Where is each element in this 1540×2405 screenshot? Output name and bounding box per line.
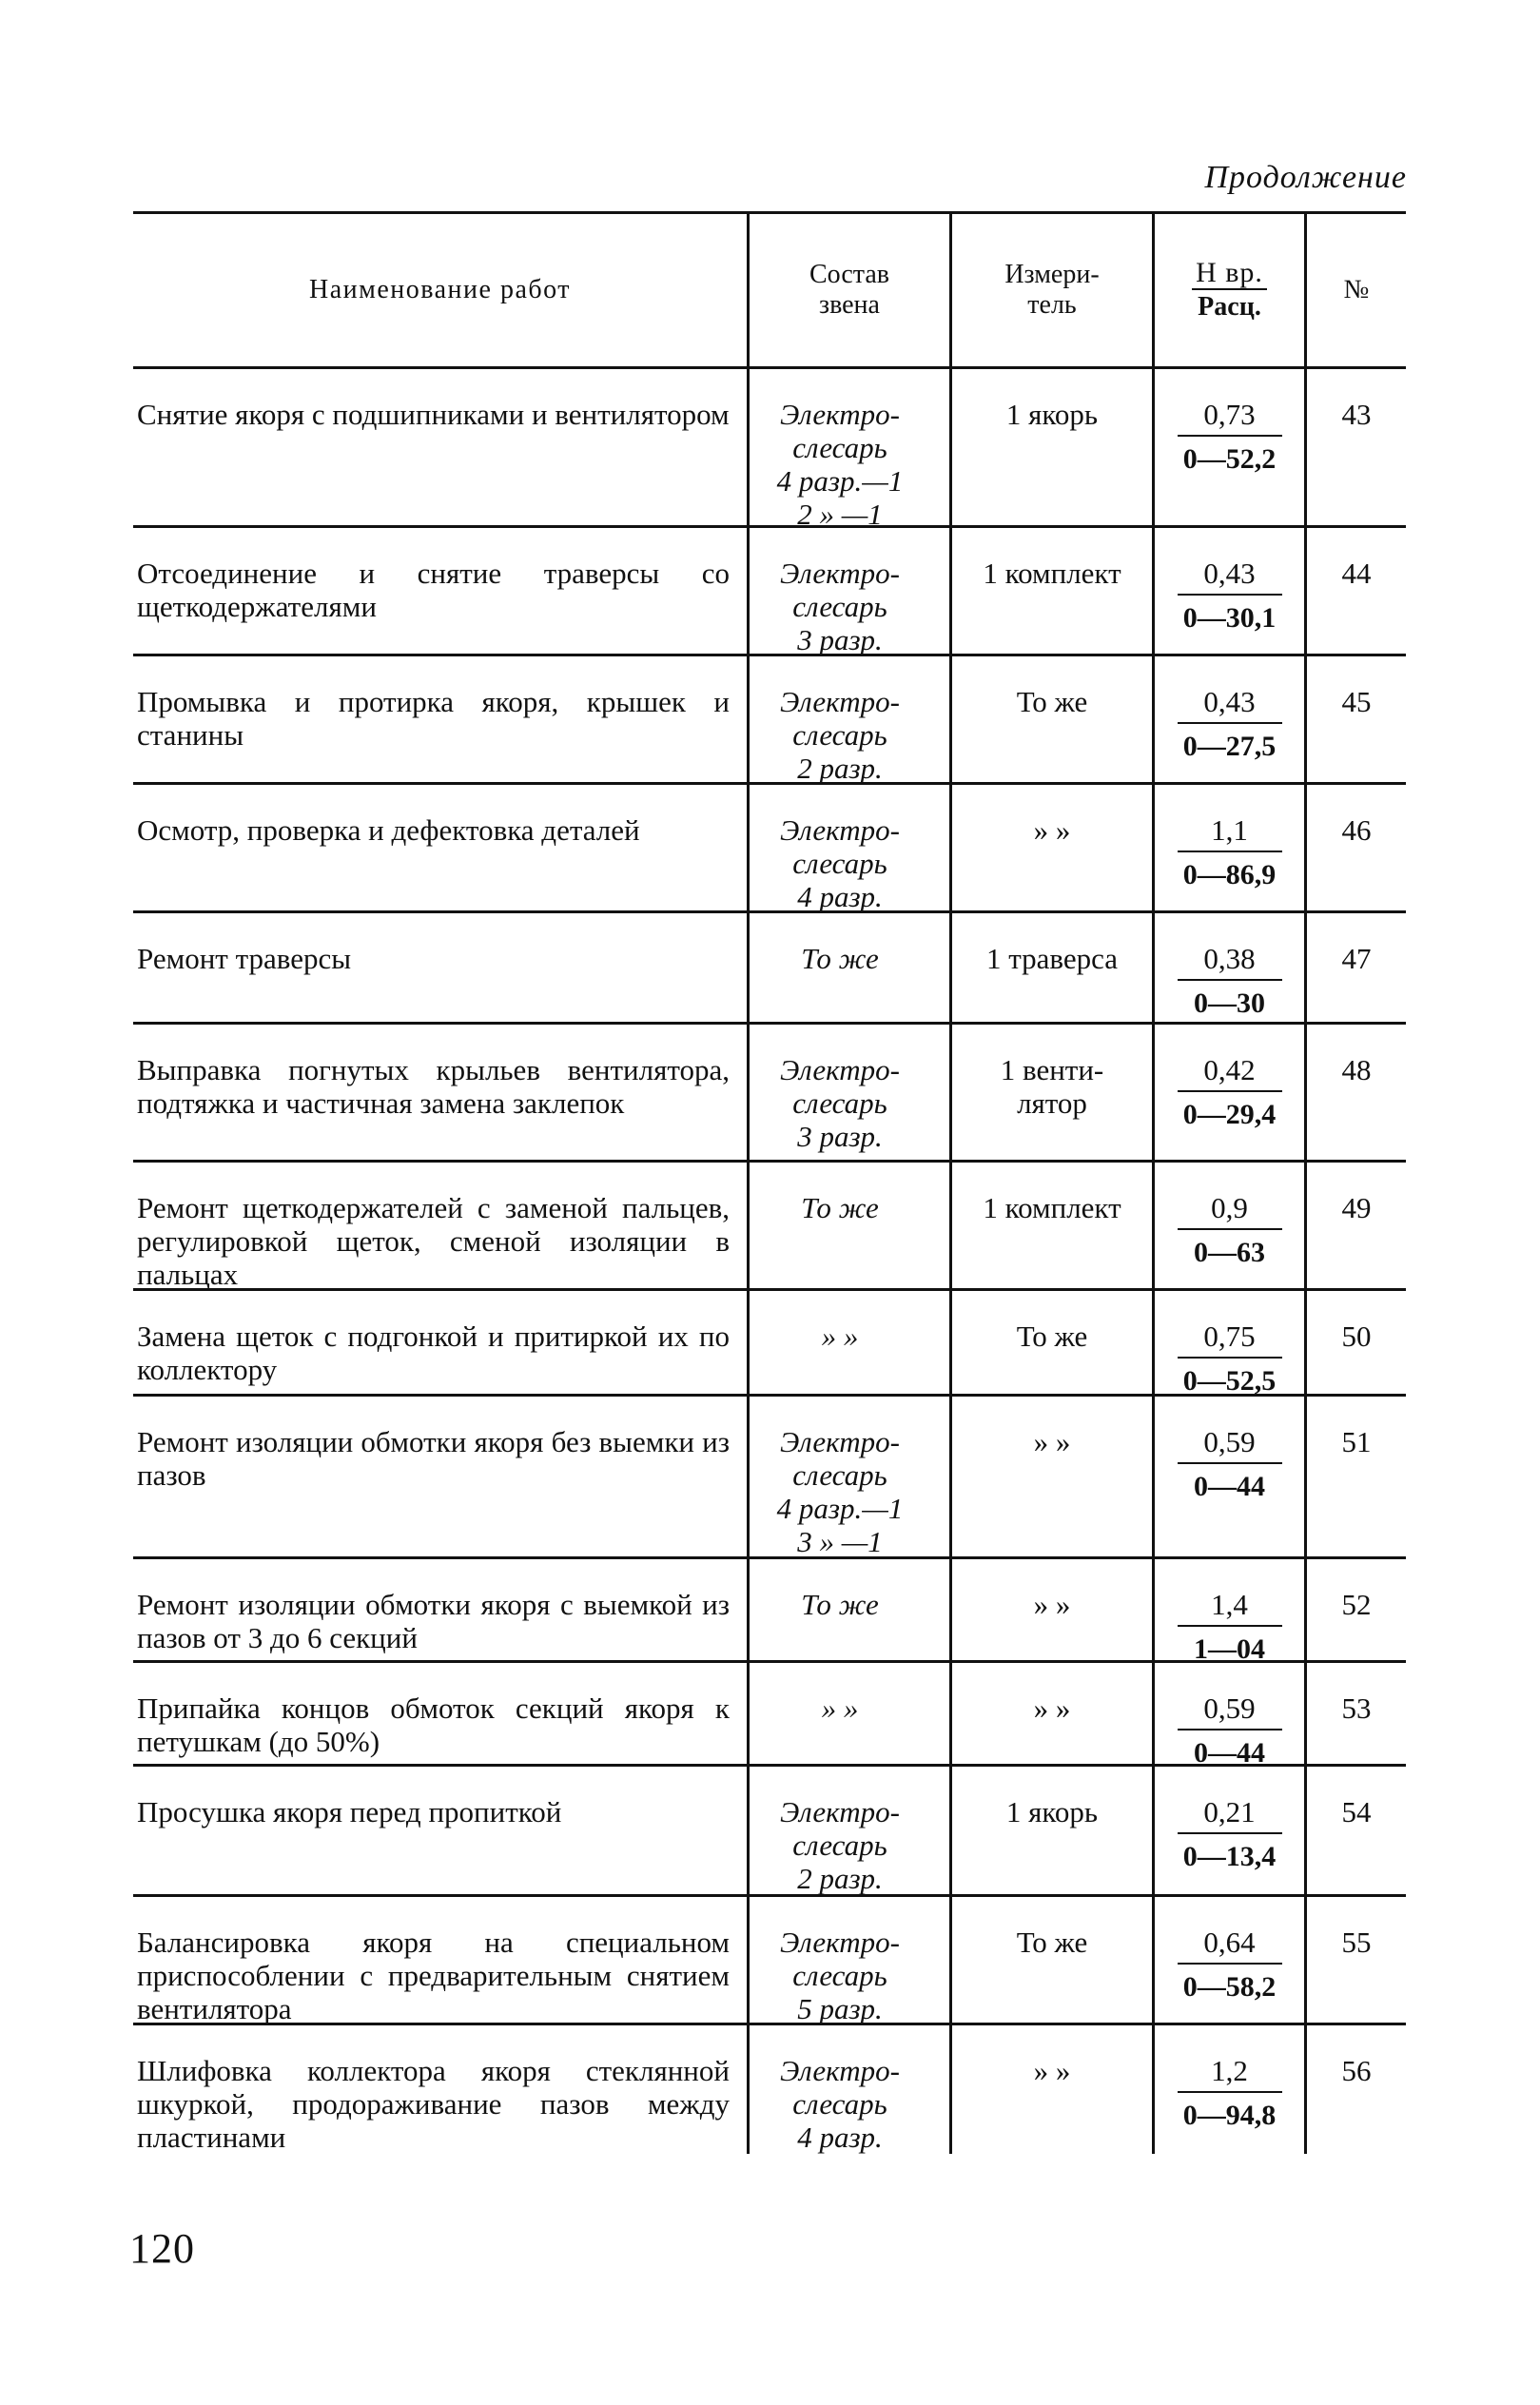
row-number: 45: [1304, 656, 1406, 785]
row-name: Ремонт щеткодержателей с заменой пальцев, регулировкой щеток, сменой изоляции в пальцах: [137, 1191, 730, 1291]
norms-table: [133, 211, 1406, 2154]
row-number: 52: [1304, 1559, 1406, 1666]
row-price: 0—30,1: [1182, 602, 1277, 634]
table-row: [133, 1663, 1406, 1767]
row-unit: 1 якорь: [949, 1767, 1152, 1895]
row-number: 51: [1304, 1397, 1406, 1558]
row-rate: [1152, 369, 1304, 531]
row-crew: Электро- слесарь 4 разр.: [747, 785, 949, 913]
row-rate: [1152, 913, 1304, 1022]
table-row: [133, 369, 1406, 531]
row-unit: 1 комплект: [949, 528, 1152, 656]
row-name: Отсоединение и снятие траверсы со щеткодержателями: [137, 557, 730, 623]
row-number: 47: [1304, 913, 1406, 1022]
row-unit: » »: [949, 1397, 1152, 1558]
row-unit: » »: [949, 1559, 1152, 1666]
row-number: 44: [1304, 528, 1406, 656]
row-crew: То же: [747, 1163, 949, 1291]
row-crew: » »: [747, 1291, 949, 1398]
row-crew: Электро- слесарь 4 разр.: [747, 2025, 949, 2154]
header-number: №: [1304, 214, 1406, 366]
table-body: [133, 369, 1406, 2154]
row-name: Осмотр, проверка и дефектовка деталей: [137, 813, 640, 847]
row-crew: Электро- слесарь 3 разр.: [747, 1025, 949, 1160]
row-price: 0—52,2: [1182, 443, 1277, 475]
row-number: 56: [1304, 2025, 1406, 2154]
row-crew: Электро- слесарь 4 разр.—1 2 » —1: [747, 369, 949, 531]
row-rate: [1152, 1767, 1304, 1895]
table-row: [133, 1163, 1406, 1291]
header-crew: [747, 214, 949, 366]
row-number: 43: [1304, 369, 1406, 531]
row-rate: [1152, 1397, 1304, 1558]
table-row: [133, 1291, 1406, 1397]
row-price: 0—44: [1194, 1471, 1265, 1502]
row-price: 0—30: [1194, 987, 1265, 1019]
row-unit: 1 траверса: [949, 913, 1152, 1022]
header-rate: [1152, 214, 1304, 366]
row-crew: » »: [747, 1663, 949, 1770]
row-price: 0—58,2: [1182, 1971, 1277, 2003]
row-price: 0—29,4: [1182, 1099, 1277, 1130]
row-time: 1,1: [1178, 813, 1282, 852]
row-price: 0—94,8: [1182, 2100, 1277, 2131]
row-rate: [1152, 1291, 1304, 1398]
row-crew: Электро- слесарь 5 разр.: [747, 1897, 949, 2025]
row-time: 0,59: [1178, 1425, 1282, 1464]
row-crew: То же: [747, 913, 949, 1022]
row-number: 53: [1304, 1663, 1406, 1770]
row-crew: Электро- слесарь 4 разр.—1 3 » —1: [747, 1397, 949, 1558]
row-price: 0—63: [1194, 1237, 1265, 1268]
row-number: 48: [1304, 1025, 1406, 1160]
row-crew: Электро- слесарь 2 разр.: [747, 656, 949, 785]
row-time: 0,43: [1178, 557, 1282, 596]
row-crew: Электро- слесарь 3 разр.: [747, 528, 949, 656]
table-row: [133, 785, 1406, 913]
header-rate-time: Н вр.: [1192, 258, 1267, 290]
header-unit: [949, 214, 1152, 366]
row-unit: » »: [949, 2025, 1152, 2154]
row-time: 0,75: [1178, 1320, 1282, 1359]
row-rate: [1152, 1025, 1304, 1160]
row-number: 50: [1304, 1291, 1406, 1398]
table-row: [133, 1559, 1406, 1663]
row-name: Балансировка якоря на специальном приспособлении с предварительным снятием вентилятора: [137, 1926, 730, 2025]
row-unit: » »: [949, 785, 1152, 913]
row-name: Ремонт траверсы: [137, 942, 352, 975]
row-time: 0,64: [1178, 1926, 1282, 1965]
row-number: 46: [1304, 785, 1406, 913]
continuation-label: Продолжение: [1204, 160, 1407, 195]
row-number: 49: [1304, 1163, 1406, 1291]
table-row: [133, 2025, 1406, 2154]
row-name: Снятие якоря с подшипниками и вентилятором: [137, 398, 730, 431]
row-number: 54: [1304, 1767, 1406, 1895]
row-unit: То же: [949, 1291, 1152, 1398]
table-row: [133, 528, 1406, 656]
row-number: 55: [1304, 1897, 1406, 2025]
row-unit: То же: [949, 1897, 1152, 2025]
row-price: 0—86,9: [1182, 859, 1277, 890]
row-name: Замена щеток с подгонкой и притиркой их по коллектору: [137, 1320, 730, 1386]
row-rate: [1152, 528, 1304, 656]
row-name: Припайка концов обмоток секций якоря к петушкам (до 50%): [137, 1691, 730, 1758]
table-row: [133, 1767, 1406, 1897]
row-unit: 1 комплект: [949, 1163, 1152, 1291]
header-rate-price: Расц.: [1198, 292, 1261, 322]
row-rate: [1152, 656, 1304, 785]
row-rate: [1152, 1163, 1304, 1291]
row-rate: [1152, 2025, 1304, 2154]
row-price: 1—04: [1194, 1633, 1265, 1665]
row-name: Выправка погнутых крыльев вентилятора, подтяжка и частичная замена заклепок: [137, 1053, 730, 1120]
table-row: [133, 1397, 1406, 1559]
row-time: 0,59: [1178, 1691, 1282, 1730]
row-name: Шлифовка коллектора якоря стеклянной шкуркой, продораживание пазов между пластинами: [137, 2054, 730, 2154]
header-name: Наименование работ: [309, 275, 571, 304]
row-rate: [1152, 1663, 1304, 1770]
row-price: 0—52,5: [1182, 1365, 1277, 1397]
page-number: 120: [129, 2225, 195, 2272]
table-row: [133, 913, 1406, 1025]
row-unit: То же: [949, 656, 1152, 785]
table-header: [133, 211, 1406, 369]
row-time: 1,2: [1178, 2054, 1282, 2093]
row-price: 0—44: [1194, 1737, 1265, 1769]
row-crew: То же: [747, 1559, 949, 1666]
row-price: 0—13,4: [1182, 1841, 1277, 1872]
row-time: 0,42: [1178, 1053, 1282, 1092]
row-time: 0,73: [1178, 398, 1282, 437]
row-rate: [1152, 1559, 1304, 1666]
header-unit-label: Измери- тель: [1004, 260, 1100, 320]
row-unit: » »: [949, 1663, 1152, 1770]
table-row: [133, 1897, 1406, 2025]
row-time: 1,4: [1178, 1588, 1282, 1627]
row-unit: 1 венти- лятор: [949, 1025, 1152, 1160]
row-time: 0,38: [1178, 942, 1282, 981]
row-price: 0—27,5: [1182, 731, 1277, 762]
row-rate: [1152, 1897, 1304, 2025]
table-row: [133, 656, 1406, 785]
row-unit: 1 якорь: [949, 369, 1152, 531]
row-name: Просушка якоря перед пропиткой: [137, 1795, 562, 1828]
row-rate: [1152, 785, 1304, 913]
table-row: [133, 1025, 1406, 1163]
row-name: Промывка и протирка якоря, крышек и станины: [137, 685, 730, 752]
row-crew: Электро- слесарь 2 разр.: [747, 1767, 949, 1895]
row-time: 0,9: [1178, 1191, 1282, 1230]
row-time: 0,43: [1178, 685, 1282, 724]
header-crew-label: Состав звена: [809, 260, 890, 320]
row-name: Ремонт изоляции обмотки якоря без выемки из пазов: [137, 1425, 730, 1492]
row-time: 0,21: [1178, 1795, 1282, 1834]
row-name: Ремонт изоляции обмотки якоря с выемкой из пазов от 3 до 6 секций: [137, 1588, 730, 1654]
